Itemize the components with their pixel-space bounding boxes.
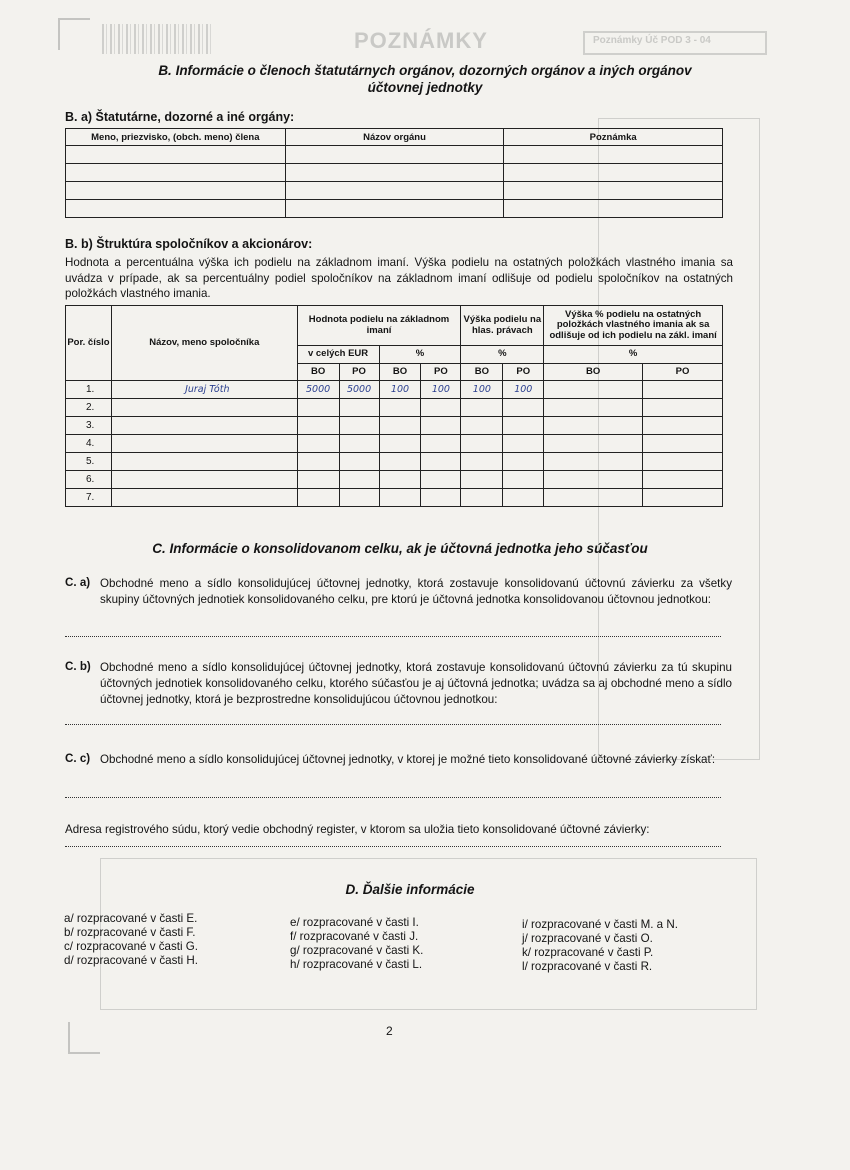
shareholder-value-ost-bo[interactable] [544, 435, 643, 453]
row-number: 1. [66, 381, 112, 399]
organs-header-row [66, 129, 723, 146]
shareholder-value-eur-po[interactable] [339, 489, 379, 507]
section-d-column-3 [522, 918, 678, 974]
section-d-item: b/ rozpracované v časti F. [64, 926, 196, 939]
shareholder-value-hl-po[interactable] [503, 453, 544, 471]
shareholder-value-ost-po[interactable] [643, 471, 723, 489]
header-hodnota-podielu: Hodnota podielu na základnom imaní [297, 306, 461, 346]
organs-row[interactable] [66, 146, 723, 164]
row-number: 3. [66, 417, 112, 435]
header-po: PO [643, 364, 723, 381]
shareholder-row[interactable] [66, 417, 723, 435]
shareholder-name-cell[interactable] [111, 435, 297, 453]
shareholder-value-eur-bo[interactable] [297, 399, 339, 417]
shareholder-value-ost-po[interactable] [643, 489, 723, 507]
row-number: 5. [66, 453, 112, 471]
header-eur: v celých EUR [297, 346, 379, 364]
shareholder-value-pct-po[interactable] [421, 471, 461, 489]
header-vyska-ostatne: Výška % podielu na ostatných položkách vlastného imania ak sa odlišuje od ich podielu na zákl. imaní [544, 306, 723, 346]
section-d-item: d/ rozpracované v časti H. [64, 954, 199, 967]
section-cc-label: C. c) [65, 752, 91, 765]
organs-row[interactable] [66, 182, 723, 200]
registry-court-answer-line[interactable] [65, 846, 721, 847]
header-bo: BO [461, 364, 503, 381]
row-number: 2. [66, 399, 112, 417]
section-ca-text: Obchodné meno a sídlo konsolidujúcej účtovnej jednotky, ktorá zostavuje konsolidovanú účtovnú závierku za všetky skupiny účtovných jednotiek konsolidovaného celku, pre ktorú je účtovná jednotka konsolidovanou účtovnou jednotkou: [100, 577, 732, 607]
shareholder-value-pct-bo[interactable] [379, 417, 421, 435]
registry-court-text: Adresa registrového súdu, ktorý vedie obchodný register, v ktorom sa uložia tieto konsolidované účtovné závierky: [65, 823, 650, 836]
shareholder-value-eur-po[interactable] [339, 399, 379, 417]
shareholder-value-eur-po[interactable] [339, 453, 379, 471]
organs-cell[interactable] [504, 164, 723, 182]
shareholder-value-ost-bo[interactable] [544, 471, 643, 489]
shareholder-value-pct-bo[interactable] [379, 399, 421, 417]
shareholder-value-pct-bo[interactable]: 100 [379, 381, 421, 399]
organs-header-note: Poznámka [504, 129, 723, 146]
header-pct-ost: % [544, 346, 723, 364]
section-d-item: a/ rozpracované v časti E. [64, 912, 198, 925]
shareholder-value-eur-bo[interactable] [297, 417, 339, 435]
shareholder-name-cell[interactable]: Juraj Tóth [111, 381, 297, 399]
section-d-item: c/ rozpracované v časti G. [64, 940, 199, 953]
shareholder-value-pct-po[interactable] [421, 453, 461, 471]
show-through-barcode [102, 24, 214, 54]
organs-cell[interactable] [66, 164, 286, 182]
shareholder-name-cell[interactable] [111, 399, 297, 417]
header-pct-hlas: % [461, 346, 544, 364]
section-cb-text: Obchodné meno a sídlo konsolidujúcej účtovnej jednotky, ktorá zostavuje konsolidovanú účtovnú závierku za tú skupinu účtovných jednotiek konsolidovaného celku, ktorého súčasťou je aj účtovná jednotka; uvádza sa aj obchodné meno a sídlo účtovnej jednotky, ktorá je bezprostredne konsolidujúcou účtovnou jednotkou: [100, 661, 732, 707]
shareholder-value-hl-po[interactable] [503, 489, 544, 507]
shareholder-value-hl-po[interactable]: 100 [503, 381, 544, 399]
shareholder-value-hl-bo[interactable] [461, 471, 503, 489]
organs-header-organ: Názov orgánu [285, 129, 504, 146]
shareholder-name-cell[interactable] [111, 453, 297, 471]
shareholder-value-hl-bo[interactable] [461, 399, 503, 417]
organs-cell[interactable] [504, 200, 723, 218]
shareholder-value-ost-po[interactable] [643, 435, 723, 453]
shareholder-value-eur-bo[interactable] [297, 471, 339, 489]
organs-table [65, 128, 723, 218]
shareholder-name-cell[interactable] [111, 489, 297, 507]
shareholder-value-eur-po[interactable] [339, 435, 379, 453]
section-cb-answer-line[interactable] [65, 724, 721, 725]
header-nazov-spolocnika: Názov, meno spoločníka [111, 306, 297, 381]
row-number: 4. [66, 435, 112, 453]
header-bo: BO [544, 364, 643, 381]
organs-cell[interactable] [285, 182, 504, 200]
organs-cell[interactable] [66, 200, 286, 218]
shareholder-value-eur-bo[interactable] [297, 435, 339, 453]
shareholder-value-ost-bo[interactable] [544, 453, 643, 471]
header-bo: BO [379, 364, 421, 381]
show-through-form-code: Poznámky Úč POD 3 - 04 [593, 35, 711, 46]
header-bo: BO [297, 364, 339, 381]
shareholder-value-eur-bo[interactable] [297, 489, 339, 507]
shareholder-name-cell[interactable] [111, 471, 297, 489]
header-pct-zi: % [379, 346, 461, 364]
organs-cell[interactable] [285, 164, 504, 182]
section-bb-heading: B. b) Štruktúra spoločníkov a akcionárov: [65, 237, 313, 251]
shareholder-value-pct-bo[interactable] [379, 435, 421, 453]
shareholder-value-ost-po[interactable] [643, 399, 723, 417]
section-ba-heading: B. a) Štatutárne, dozorné a iné orgány: [65, 110, 295, 124]
shareholder-value-pct-po[interactable]: 100 [421, 381, 461, 399]
shareholders-body [66, 381, 723, 507]
section-d-item: h/ rozpracované v časti L. [290, 958, 423, 971]
organs-cell[interactable] [285, 146, 504, 164]
shareholder-value-pct-bo[interactable] [379, 489, 421, 507]
shareholder-value-ost-bo[interactable] [544, 399, 643, 417]
section-d-column-1 [64, 912, 198, 968]
section-cb-label: C. b) [65, 660, 91, 673]
shareholders-header-row-1 [66, 306, 723, 346]
shareholder-value-ost-po[interactable] [643, 417, 723, 435]
shareholder-value-ost-bo[interactable] [544, 417, 643, 435]
header-por-cislo: Por. číslo [66, 306, 112, 381]
shareholder-value-pct-bo[interactable] [379, 471, 421, 489]
shareholder-value-pct-po[interactable] [421, 399, 461, 417]
section-d-item: j/ rozpracované v časti O. [522, 932, 653, 945]
section-ca-answer-line[interactable] [65, 636, 721, 637]
shareholder-value-pct-po[interactable] [421, 417, 461, 435]
section-d-item: e/ rozpracované v časti I. [290, 916, 419, 929]
shareholder-value-ost-bo[interactable] [544, 381, 643, 399]
section-bb-paragraph: Hodnota a percentuálna výška ich podielu na základnom imaní. Výška podielu na ostatných položkách vlastného imania sa uvádza v prípade, ak sa percentuálny podiel spoločníkov na základnom imaní odlišuje od podielu spoločníkov na ostatných položkách vlastného imania. [65, 256, 733, 301]
shareholder-value-pct-bo[interactable] [379, 453, 421, 471]
section-d-item: f/ rozpracované v časti J. [290, 930, 419, 943]
section-b-title [80, 62, 770, 96]
shareholder-value-hl-po[interactable] [503, 399, 544, 417]
shareholder-row[interactable] [66, 381, 723, 399]
section-d-column-2 [290, 916, 423, 972]
section-d-item: i/ rozpracované v časti M. a N. [522, 918, 678, 931]
shareholder-value-hl-bo[interactable] [461, 489, 503, 507]
header-po: PO [503, 364, 544, 381]
header-po: PO [339, 364, 379, 381]
section-c-title: C. Informácie o konsolidovanom celku, ak je účtovná jednotka jeho súčasťou [152, 541, 648, 556]
shareholder-value-hl-bo[interactable] [461, 453, 503, 471]
shareholder-value-eur-po[interactable]: 5000 [339, 381, 379, 399]
organs-cell[interactable] [66, 182, 286, 200]
organs-header-name: Meno, priezvisko, (obch. meno) člena [66, 129, 286, 146]
organs-row[interactable] [66, 200, 723, 218]
shareholder-value-eur-po[interactable] [339, 417, 379, 435]
scan-corner-mark [68, 1022, 100, 1054]
row-number: 7. [66, 489, 112, 507]
section-d-title: D. Ďalšie informácie [345, 882, 475, 897]
section-d-item: l/ rozpracované v časti R. [522, 960, 653, 973]
row-number: 6. [66, 471, 112, 489]
shareholder-value-pct-po[interactable] [421, 489, 461, 507]
header-po: PO [421, 364, 461, 381]
shareholder-value-pct-po[interactable] [421, 435, 461, 453]
shareholder-value-ost-bo[interactable] [544, 489, 643, 507]
section-d-item: g/ rozpracované v časti K. [290, 944, 424, 957]
shareholder-value-hl-po[interactable] [503, 471, 544, 489]
shareholder-row[interactable] [66, 453, 723, 471]
show-through-heading: POZNÁMKY [354, 28, 488, 53]
shareholder-value-hl-bo[interactable] [461, 417, 503, 435]
shareholder-value-ost-po[interactable] [643, 453, 723, 471]
organs-cell[interactable] [285, 200, 504, 218]
shareholder-value-hl-po[interactable] [503, 435, 544, 453]
page-number: 2 [386, 1024, 393, 1038]
shareholder-row[interactable] [66, 471, 723, 489]
shareholder-row[interactable] [66, 489, 723, 507]
shareholder-value-hl-bo[interactable] [461, 435, 503, 453]
shareholder-name-cell[interactable] [111, 417, 297, 435]
header-vyska-hlas: Výška podielu na hlas. právach [461, 306, 544, 346]
shareholder-value-eur-bo[interactable]: 5000 [297, 381, 339, 399]
organs-row[interactable] [66, 164, 723, 182]
shareholders-table [65, 305, 723, 507]
shareholder-value-ost-po[interactable] [643, 381, 723, 399]
shareholder-value-hl-bo[interactable]: 100 [461, 381, 503, 399]
section-ca-label: C. a) [65, 576, 91, 589]
shareholder-value-eur-po[interactable] [339, 471, 379, 489]
scan-corner-mark [58, 18, 90, 50]
shareholder-row[interactable] [66, 399, 723, 417]
organs-cell[interactable] [504, 146, 723, 164]
section-cc-text: Obchodné meno a sídlo konsolidujúcej účtovnej jednotky, v ktorej je možné tieto konsolidované účtovné závierky získať: [100, 753, 716, 766]
organs-cell[interactable] [66, 146, 286, 164]
section-b-title-line1: B. Informácie o členoch štatutárnych orgánov, dozorných orgánov a iných orgánov [158, 63, 692, 78]
shareholder-row[interactable] [66, 435, 723, 453]
shareholder-value-hl-po[interactable] [503, 417, 544, 435]
section-d-item: k/ rozpracované v časti P. [522, 946, 654, 959]
shareholder-value-eur-bo[interactable] [297, 453, 339, 471]
organs-cell[interactable] [504, 182, 723, 200]
section-cc-answer-line[interactable] [65, 797, 721, 798]
section-b-title-line2: účtovnej jednotky [367, 80, 483, 95]
